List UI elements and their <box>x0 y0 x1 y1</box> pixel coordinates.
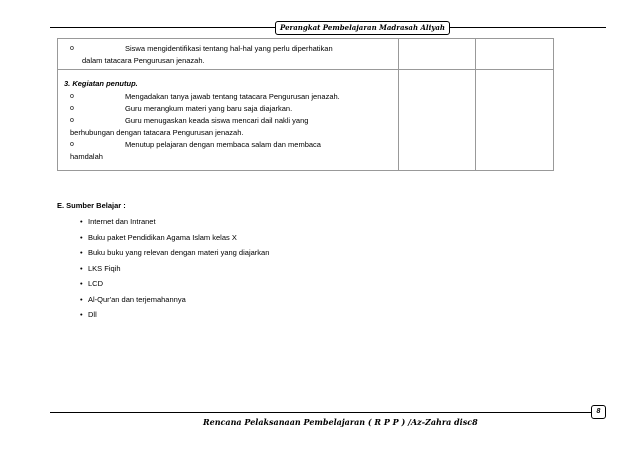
list-item <box>64 115 392 127</box>
circle-bullet-icon: o <box>70 117 74 124</box>
list-item <box>64 103 392 115</box>
list-item: • Al-Qur'an dan terjemahannya <box>80 292 269 308</box>
item-text: Siswa mengidentifikasi tentang hal-hal yang perlu diperhatikan <box>125 44 333 53</box>
list-item: • Internet dan Intranet <box>80 214 269 230</box>
empty-cell <box>476 39 554 70</box>
circle-bullet-icon: o <box>70 141 74 148</box>
footer-title: Rencana Pelaksanaan Pembelajaran ( R P P ) /Az-Zahra disc8 <box>203 417 478 427</box>
bullet-icon: • <box>80 310 83 319</box>
bullet-icon: • <box>80 217 83 226</box>
list-item: • Dll <box>80 307 269 323</box>
list-item: • Buku paket Pendidikan Agama Islam kelas X <box>80 230 269 246</box>
list-item: • LCD <box>80 276 269 292</box>
item-continuation: hamdalah <box>70 152 103 161</box>
empty-cell <box>398 39 476 70</box>
bullet-icon: • <box>80 294 83 304</box>
table-row <box>58 70 554 171</box>
list-item <box>64 139 392 151</box>
lesson-table <box>57 38 554 171</box>
empty-cell <box>476 70 554 171</box>
list-item: • LKS Fiqih <box>80 261 269 277</box>
item-continuation: dalam tatacara Pengurusan jenazah. <box>82 56 205 65</box>
list-item <box>64 43 392 55</box>
item-text: Guru menugaskan keada siswa mencari dail nakli yang <box>125 116 309 125</box>
circle-bullet-icon: o <box>70 45 74 52</box>
circle-bullet-icon: o <box>70 93 74 100</box>
item-continuation: berhubungan dengan tatacara Pengurusan jenazah. <box>70 128 244 137</box>
item-text: Mengadakan tanya jawab tentang tatacara Pengurusan jenazah. <box>125 92 340 101</box>
circle-bullet-icon: o <box>70 105 74 112</box>
header-label: Perangkat Pembelajaran Madrasah Aliyah <box>275 21 450 35</box>
page-number: 8 <box>591 405 606 419</box>
list-item: • Buku buku yang relevan dengan materi yang diajarkan <box>80 245 269 261</box>
closing-activity-cell <box>58 70 398 170</box>
item-text: Menutup pelajaran dengan membaca salam dan membaca <box>125 140 321 149</box>
activity-cell <box>58 39 398 69</box>
bullet-icon: • <box>80 263 83 273</box>
bullet-icon: • <box>80 279 83 288</box>
closing-heading: 3. Kegiatan penutup. <box>64 79 138 88</box>
list-item <box>64 91 392 103</box>
table-row <box>58 39 554 70</box>
bullet-icon: • <box>80 232 83 242</box>
item-text: Guru merangkum materi yang baru saja diajarkan. <box>125 104 293 113</box>
footer-rule <box>50 412 591 413</box>
bullet-icon: • <box>80 248 83 257</box>
learning-sources-list <box>80 214 269 323</box>
section-e-title: E. Sumber Belajar : <box>57 201 126 210</box>
empty-cell <box>398 70 476 171</box>
